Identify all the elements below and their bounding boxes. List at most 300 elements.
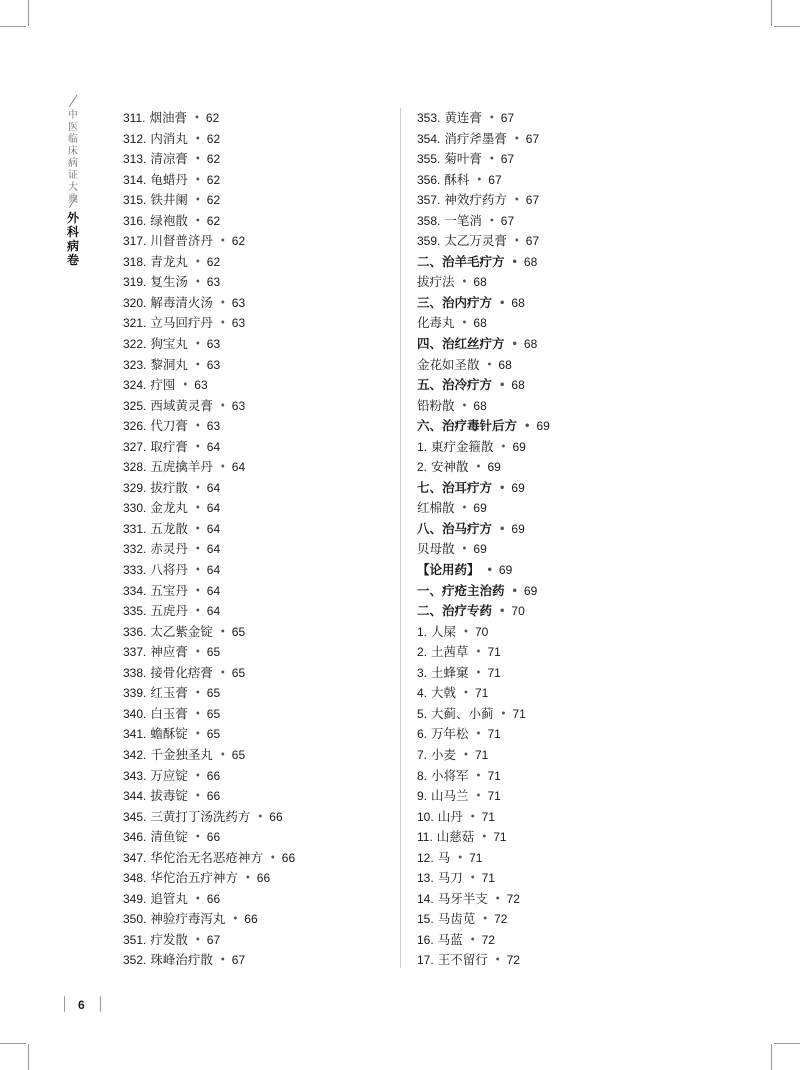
toc-entry (123, 375, 295, 396)
toc-entry (123, 601, 295, 622)
entry-title: 一、疔疮主治药 (417, 582, 505, 598)
leader-dot: • (499, 297, 506, 309)
entry-number: 326. (123, 419, 147, 434)
leader-dot: • (219, 400, 226, 412)
entry-title: 七、治耳疔方 (417, 479, 493, 495)
entry-title: 土蜂窠 (431, 664, 469, 680)
entry-page-number: 70 (511, 604, 525, 619)
entry-number: 339. (123, 686, 147, 701)
entry-title: 三、治内疔方 (417, 294, 493, 310)
toc-entry (123, 909, 295, 930)
entry-page-number: 64 (206, 542, 221, 557)
entry-number: 325. (123, 398, 147, 413)
toc-entry (123, 848, 295, 869)
entry-page-number: 69 (487, 460, 501, 475)
entry-page-number: 66 (269, 809, 283, 824)
entry-page-number: 64 (206, 521, 221, 536)
entry-title: 马牙半支 (437, 890, 488, 906)
leader-dot: • (219, 297, 226, 309)
entry-page-number: 68 (473, 275, 487, 290)
entry-number: 324. (123, 378, 147, 393)
entry-number: 312. (123, 131, 147, 146)
entry-page-number: 71 (481, 871, 495, 886)
entry-page-number: 65 (206, 645, 221, 660)
entry-number: 335. (123, 604, 147, 619)
toc-right-column (417, 108, 550, 971)
entry-page-number: 72 (494, 912, 508, 927)
leader-dot: • (194, 791, 201, 803)
entry-page-number: 63 (231, 398, 246, 413)
entry-number: 332. (123, 542, 147, 557)
entry-page-number: 69 (473, 542, 487, 557)
entry-page-number: 63 (206, 357, 221, 372)
entry-number: 337. (123, 645, 147, 660)
entry-title: 立马回疔丹 (150, 315, 213, 331)
leader-dot: • (475, 647, 482, 659)
entry-title: 化毒丸 (417, 315, 455, 331)
toc-entry (123, 149, 295, 170)
entry-number: 1. (417, 439, 428, 454)
entry-title: 绿袍散 (150, 212, 188, 228)
entry-title: 八将丹 (150, 562, 188, 578)
entry-page-number: 67 (231, 953, 246, 968)
leader-dot: • (194, 133, 201, 145)
entry-number: 2. (417, 460, 428, 475)
entry-page-number: 71 (469, 850, 483, 865)
entry-title: 拔毒锭 (150, 788, 188, 804)
entry-number: 313. (123, 152, 147, 167)
entry-title: 清凉膏 (150, 151, 188, 167)
leader-dot: • (482, 914, 489, 926)
entry-title: 土茜草 (431, 644, 469, 660)
entry-number: 318. (123, 254, 147, 269)
entry-page-number: 69 (523, 583, 538, 598)
leader-dot: • (494, 893, 501, 905)
page-number-tick (64, 996, 65, 1012)
leader-dot: • (219, 667, 226, 679)
leader-dot: • (194, 934, 201, 946)
toc-entry (417, 272, 550, 293)
toc-entry (123, 827, 295, 848)
entry-number: 328. (123, 460, 147, 475)
toc-section-heading (417, 334, 550, 355)
entry-number: 355. (417, 152, 441, 167)
entry-page-number: 68 (473, 398, 487, 413)
toc-section-heading (417, 478, 550, 499)
entry-page-number: 64 (206, 583, 221, 598)
toc-entry (417, 396, 550, 417)
entry-number: 5. (417, 706, 428, 721)
toc-entry (123, 766, 295, 787)
toc-entry (123, 293, 295, 314)
running-head-volume: 外科病卷 (66, 211, 79, 267)
entry-number: 14. (417, 891, 434, 906)
entry-title: 五宝丹 (150, 582, 188, 598)
leader-dot: • (461, 277, 468, 289)
toc-entry (123, 622, 295, 643)
toc-entry (123, 581, 295, 602)
column-divider (400, 108, 401, 968)
leader-dot: • (194, 277, 201, 289)
toc-entry (417, 786, 550, 807)
entry-title: 疔发散 (150, 931, 188, 947)
entry-title: 四、治红丝疔方 (417, 336, 505, 352)
toc-entry (417, 724, 550, 745)
leader-dot: • (488, 113, 495, 124)
entry-page-number: 62 (206, 152, 221, 167)
entry-page-number: 69 (512, 439, 526, 454)
entry-number: 17. (417, 953, 434, 968)
toc-entry (123, 745, 295, 766)
crop-mark (28, 0, 29, 26)
entry-number: 3. (417, 665, 428, 680)
entry-page-number: 64 (231, 460, 246, 475)
entry-page-number: 65 (206, 706, 221, 721)
entry-title: 疔囤 (150, 377, 176, 393)
entry-page-number: 65 (206, 686, 221, 701)
entry-page-number: 71 (487, 727, 501, 742)
entry-title: 解毒清火汤 (150, 294, 213, 310)
toc-entry (417, 683, 550, 704)
entry-number: 11. (417, 830, 433, 845)
leader-dot: • (269, 852, 276, 864)
toc-entry (417, 457, 550, 478)
entry-number: 2. (417, 645, 428, 660)
entry-page-number: 64 (206, 501, 221, 516)
toc-entry (123, 807, 295, 828)
leader-dot: • (194, 339, 201, 351)
entry-page-number: 68 (498, 357, 512, 372)
entry-title: 铁井阑 (150, 192, 188, 208)
entry-number: 1. (417, 624, 428, 639)
entry-number: 314. (123, 172, 147, 187)
entry-title: 拔疔散 (150, 479, 188, 495)
entry-page-number: 71 (474, 686, 489, 701)
toc-entry (417, 108, 550, 129)
leader-dot: • (219, 749, 226, 761)
entry-title: 青龙丸 (150, 253, 188, 269)
entry-page-number: 72 (481, 932, 495, 947)
entry-title: 川督普济丹 (150, 233, 213, 249)
entry-title: 菊叶膏 (444, 151, 482, 167)
leader-dot: • (194, 688, 201, 700)
entry-title: 山马兰 (431, 788, 469, 804)
leader-dot: • (194, 565, 201, 577)
toc-entry (417, 498, 550, 519)
toc-entry (417, 827, 550, 848)
entry-page-number: 66 (206, 768, 221, 783)
entry-number: 345. (123, 809, 147, 824)
entry-number: 333. (123, 563, 147, 578)
entry-page-number: 70 (474, 624, 489, 639)
toc-entry (123, 498, 295, 519)
toc-section-heading (417, 293, 550, 314)
toc-entry (123, 211, 295, 232)
entry-number: 340. (123, 706, 147, 721)
entry-page-number: 69 (498, 563, 513, 578)
toc-entry (417, 539, 550, 560)
entry-page-number: 65 (231, 624, 246, 639)
page-number-tick (100, 996, 101, 1012)
toc-entry (417, 313, 550, 334)
entry-title: 人屎 (431, 623, 457, 639)
entry-title: 红棉散 (417, 500, 455, 516)
entry-number: 15. (417, 912, 434, 927)
leader-dot: • (194, 256, 201, 268)
entry-page-number: 69 (536, 419, 550, 434)
entry-title: 狗宝丸 (150, 336, 188, 352)
entry-number: 12. (417, 850, 434, 865)
entry-title: 拔疔法 (417, 274, 455, 290)
toc-entry (417, 663, 550, 684)
entry-page-number: 62 (206, 193, 221, 208)
toc-entry (417, 889, 550, 910)
entry-page-number: 68 (523, 337, 538, 352)
entry-number: 320. (123, 295, 147, 310)
entry-title: 接骨化痞膏 (150, 664, 213, 680)
leader-dot: • (475, 770, 482, 782)
leader-dot: • (463, 749, 469, 761)
entry-page-number: 71 (474, 747, 489, 762)
toc-entry (123, 129, 295, 150)
entry-title: 五、治冷疔方 (417, 377, 493, 393)
entry-number: 354. (417, 131, 441, 146)
leader-dot: • (194, 606, 201, 618)
leader-dot: • (194, 154, 201, 166)
entry-title: 二、治疗专药 (417, 603, 493, 619)
toc-entry (123, 190, 295, 211)
entry-page-number: 62 (231, 234, 246, 249)
entry-page-number: 62 (206, 172, 221, 187)
toc-entry (123, 231, 295, 252)
toc-entry (417, 807, 550, 828)
entry-title: 西域黄灵膏 (150, 397, 213, 413)
leader-dot: • (194, 195, 201, 207)
toc-entry (123, 560, 295, 581)
toc-entry (123, 539, 295, 560)
leader-dot: • (461, 318, 468, 330)
leader-dot: • (232, 914, 239, 926)
leader-dot: • (499, 606, 506, 618)
entry-title: 大戟 (431, 685, 457, 701)
entry-number: 321. (123, 316, 147, 331)
entry-number: 350. (123, 912, 147, 927)
entry-title: 赤灵丹 (150, 541, 188, 557)
leader-dot: • (476, 174, 483, 186)
toc-entry (123, 950, 295, 971)
entry-page-number: 67 (500, 213, 515, 228)
leader-dot: • (194, 215, 201, 227)
entry-title: 龟蜡丹 (150, 171, 188, 187)
entry-title: 白玉膏 (150, 705, 188, 721)
entry-number: 16. (417, 932, 434, 947)
entry-page-number: 68 (511, 295, 525, 310)
entry-number: 336. (123, 624, 147, 639)
entry-title: 追管丸 (150, 890, 188, 906)
leader-dot: • (244, 873, 251, 885)
leader-dot: • (500, 708, 507, 720)
entry-number: 316. (123, 213, 147, 228)
toc-entry (123, 355, 295, 376)
entry-title: 太乙万灵膏 (444, 233, 507, 249)
entry-page-number: 68 (511, 378, 525, 393)
entry-number: 323. (123, 357, 147, 372)
leader-dot: • (257, 811, 264, 823)
leader-dot: • (469, 873, 476, 885)
entry-page-number: 72 (506, 953, 520, 968)
toc-entry (123, 334, 295, 355)
entry-number: 343. (123, 768, 147, 783)
entry-number: 351. (123, 932, 147, 947)
leader-dot: • (500, 441, 507, 453)
entry-title: 华佗治无名恶疮神方 (150, 849, 263, 865)
toc-section-heading (417, 375, 550, 396)
leader-dot: • (461, 400, 468, 412)
entry-number: 357. (417, 193, 441, 208)
entry-title: 王不留行 (437, 952, 488, 968)
entry-title: 小麦 (431, 746, 457, 762)
entry-page-number: 62 (205, 111, 220, 125)
entry-title: 神验疔毒泻丸 (150, 911, 226, 927)
toc-entry (417, 745, 550, 766)
leader-dot: • (219, 318, 226, 330)
toc-entry (417, 129, 550, 150)
leader-dot: • (499, 523, 506, 535)
toc-entry (123, 889, 295, 910)
leader-dot: • (475, 667, 482, 679)
entry-number: 322. (123, 337, 147, 352)
toc-entry (417, 149, 550, 170)
entry-page-number: 71 (487, 665, 501, 680)
leader-dot: • (486, 565, 493, 577)
entry-number: 315. (123, 193, 147, 208)
toc-entry (123, 478, 295, 499)
toc-entry (417, 437, 550, 458)
entry-title: 华佗治五疔神方 (150, 870, 238, 886)
entry-title: 太乙紫金锭 (150, 623, 213, 639)
entry-page-number: 67 (488, 172, 502, 187)
leader-dot: • (193, 113, 200, 124)
entry-number: 346. (123, 830, 147, 845)
leader-dot: • (194, 359, 201, 371)
entry-number: 359. (417, 234, 441, 249)
entry-page-number: 62 (206, 254, 221, 269)
crop-mark (0, 26, 26, 27)
leader-dot: • (461, 503, 468, 515)
entry-page-number: 71 (487, 768, 501, 783)
leader-dot: • (194, 708, 201, 720)
leader-dot: • (469, 934, 476, 946)
entry-page-number: 63 (231, 316, 246, 331)
leader-dot: • (219, 626, 226, 638)
toc-entry (417, 355, 550, 376)
entry-title: 五虎擒羊丹 (150, 459, 213, 475)
leader-dot: • (486, 359, 493, 371)
entry-title: 黄连膏 (444, 110, 482, 125)
leader-dot: • (194, 482, 201, 494)
entry-page-number: 72 (506, 891, 520, 906)
toc-entry (417, 950, 550, 971)
leader-dot: • (194, 832, 201, 844)
toc-entry (123, 396, 295, 417)
entry-title: 一笔消 (444, 212, 482, 228)
leader-dot: • (457, 852, 464, 864)
entry-number: 338. (123, 665, 147, 680)
leader-dot: • (461, 544, 468, 556)
leader-dot: • (481, 832, 488, 844)
entry-title: 山慈菇 (436, 829, 475, 845)
toc-entry (123, 313, 295, 334)
toc-entry (417, 170, 550, 191)
entry-title: 珠峰治疔散 (150, 952, 213, 968)
entry-title: 万年松 (431, 726, 469, 742)
entry-page-number: 67 (500, 111, 515, 125)
leader-dot: • (475, 791, 482, 803)
leader-dot: • (511, 339, 518, 351)
leader-dot: • (219, 955, 226, 967)
toc-section-heading (417, 519, 550, 540)
leader-dot: • (194, 441, 201, 453)
toc-entry (417, 909, 550, 930)
entry-number: 311. (123, 111, 146, 125)
entry-number: 8. (417, 768, 428, 783)
entry-title: 烟油膏 (149, 110, 187, 125)
entry-title: 万应锭 (150, 767, 188, 783)
entry-title: 马蓝 (437, 931, 463, 947)
entry-number: 349. (123, 891, 147, 906)
toc-entry (417, 848, 550, 869)
leader-dot: • (219, 462, 226, 474)
entry-page-number: 71 (487, 789, 501, 804)
entry-number: 7. (417, 747, 428, 762)
entry-page-number: 71 (487, 645, 501, 660)
toc-entry (123, 683, 295, 704)
entry-number: 342. (123, 747, 147, 762)
entry-number: 334. (123, 583, 147, 598)
entry-number: 341. (123, 727, 147, 742)
entry-title: 三黄打丁汤洗药方 (150, 808, 251, 824)
entry-title: 五虎丹 (150, 603, 188, 619)
leader-dot: • (513, 236, 520, 248)
entry-number: 330. (123, 501, 147, 516)
entry-page-number: 62 (206, 213, 221, 228)
page-number: 6 (78, 998, 85, 1012)
leader-dot: • (463, 626, 469, 638)
entry-page-number: 63 (206, 337, 221, 352)
entry-title: 内消丸 (150, 130, 188, 146)
entry-number: 9. (417, 789, 428, 804)
entry-page-number: 64 (206, 439, 221, 454)
entry-number: 358. (417, 213, 441, 228)
leader-dot: • (194, 647, 201, 659)
entry-page-number: 64 (206, 604, 221, 619)
leader-dot: • (469, 811, 476, 823)
leader-dot: • (182, 380, 189, 392)
entry-title: 【论用药】 (417, 562, 480, 578)
entry-page-number: 63 (231, 295, 246, 310)
entry-page-number: 68 (523, 254, 538, 269)
toc-entry (417, 211, 550, 232)
entry-number: 348. (123, 871, 147, 886)
entry-page-number: 65 (231, 665, 246, 680)
toc-entry (123, 108, 295, 129)
toc-entry (417, 704, 550, 725)
entry-title: 大蓟、小蓟 (431, 705, 494, 721)
leader-dot: • (194, 729, 201, 741)
entry-page-number: 63 (206, 419, 221, 434)
entry-title: 消疔斧墨膏 (444, 130, 507, 146)
entry-number: 347. (123, 850, 147, 865)
